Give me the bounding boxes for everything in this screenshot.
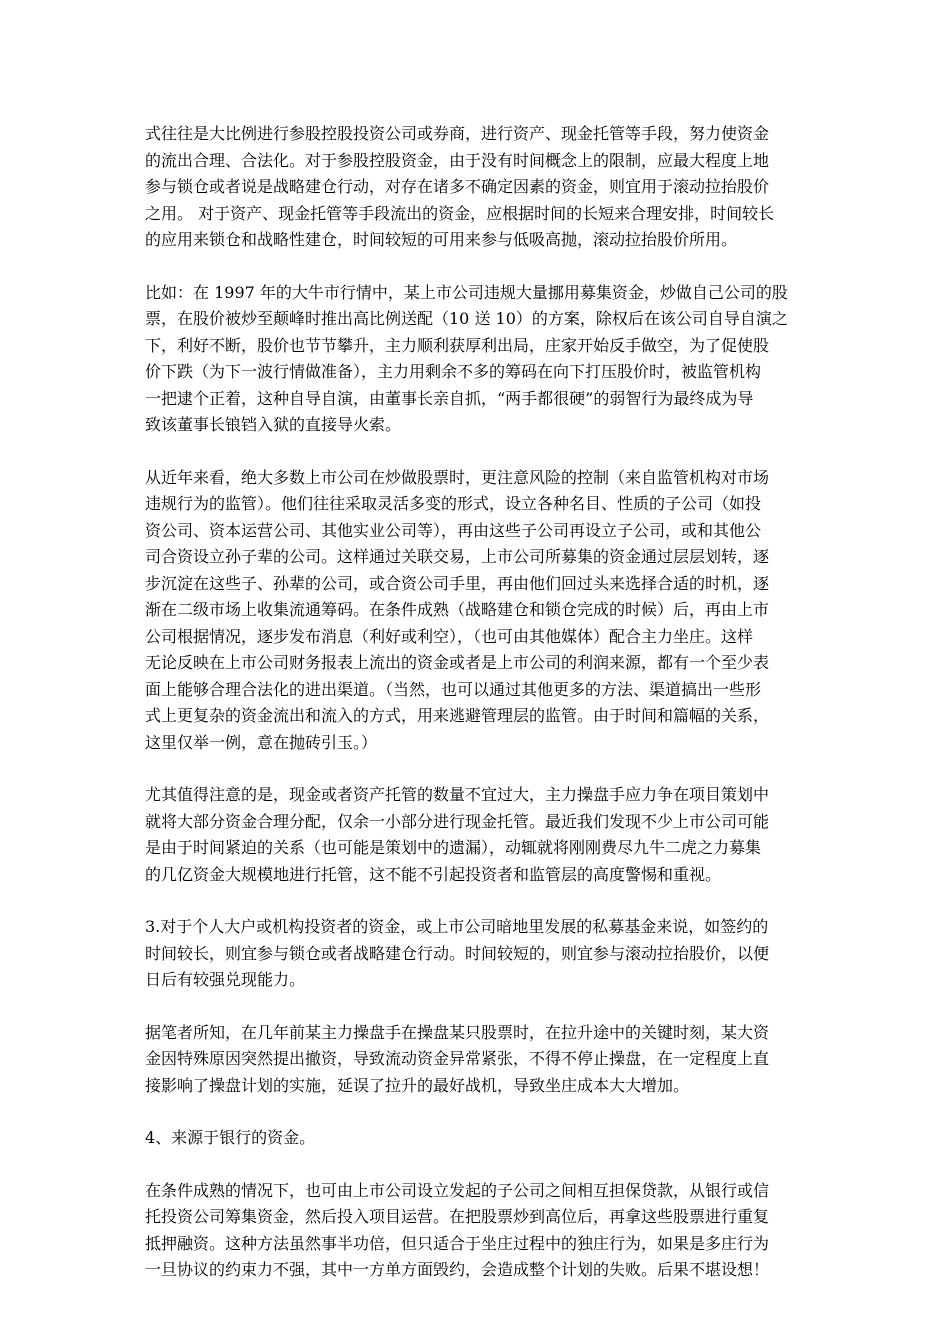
section-heading-bank-funds: 4、来源于银行的资金。	[145, 1128, 316, 1147]
paragraph-bank-loans: 在条件成熟的情况下，也可由上市公司设立发起的子公司之间相互担保贷款，从银行或信 托投资公司筹集资金，然后投入项目运营。在把股票炒到高位后，再拿这些股票进行重复 抵押融资。这种方法虽然事半功倍，但只适合于坐庄过程中的独庄行为，如果是多庄行为 一旦协议的约束力不强，其中一方单方面毁约，会造成整个计划的失败。后果不堪设想！	[145, 1180, 770, 1279]
paragraph-subsidiary-strategy: 从近年来看，绝大多数上市公司在炒做股票时，更注意风险的控制（来自监管机构对市场 违规行为的监管）。他们往往采取灵活多变的形式，设立各种名目、性质的子公司（如投 资公司、资本运营公司、其他实业公司等），再由这些子公司再设立子公司，或和其他公 司合资设立孙子辈的公司。这样通过关联交易，上市公司所募集的资金通过层层划转，逐 步沉淀在这些子、孙辈的公司，或合资公司手里，再由他们回过头来选择合适的时机，逐 渐在二级市场上收集流通筹码。在条件成熟（战略建仓和锁仓完成的时候）后，再由上市 公司根据情况，逐步发布消息（利好或利空），（也可由其他媒体）配合主力坐庄。这样 无论反映在上市公司财务报表上流出的资金或者是上市公司的利润来源，都有一个至少表 面上能够合理合法化的进出渠道。（当然，也可以通过其他更多的方法、渠道搞出一些形 式上更复杂的资金流出和流入的方式，用来逃避管理层的监管。由于时间和篇幅的关系， 这里仅举一例，意在抛砖引玉。）	[145, 467, 770, 752]
document-body	[145, 121, 809, 1310]
paragraph-point-3: 3.对于个人大户或机构投资者的资金，或上市公司暗地里发展的私募基金来说，如签约的 时间较长，则宜参与锁仓或者战略建仓行动。时间较短的，则宜参与滚动拉抬股价，以便 日后有较强兑现能力。	[145, 917, 770, 989]
paragraph-1997-example: 比如：在 1997 年的大牛市行情中，某上市公司违规大量挪用募集资金，炒做自己公司的股 票，在股价被炒至颠峰时推出高比例送配（10 送 10）的方案，除权后在该公司自导自演之 下，利好不断，股价也节节攀升，主力顺利获厚利出局，庄家开始反手做空，为了促使股 价下跌（为下一波行情做准备），主力用剩余不多的筹码在向下打压股价时，被监管机构 一把逮个正着，这种自导自演，由董事长亲自抓，“两手都很硬”的弱智行为最终成为导 致该董事长锒铛入狱的直接导火索。	[145, 282, 788, 434]
paragraph-withdrawal-example: 据笔者所知，在几年前某主力操盘手在操盘某只股票时，在拉升途中的关键时刻，某大资 金因特殊原因突然提出撤资，导致流动资金异常紧张，不得不停止操盘，在一定程度上直 接影响了操盘计划的实施，延误了拉升的最好战机，导致坐庄成本大大增加。	[145, 1022, 770, 1095]
paragraph-asset-custody: 式往往是大比例进行参股控股投资公司或券商，进行资产、现金托管等手段，努力使资金 的流出合理、合法化。对于参股控股资金，由于没有时间概念上的限制，应最大程度上地 参与锁仓或者说是战略建仓行动，对存在诸多不确定因素的资金，则宜用于滚动拉抬股价 之用。 对于资产、现金托管等手段流出的资金，应根据时间的长短来合理安排，时间较长 的应用来锁仓和战略性建仓，时间较短的可用来参与低吸高抛，滚动拉抬股价所用。	[145, 124, 775, 249]
paragraph-custody-warning: 尤其值得注意的是，现金或者资产托管的数量不宜过大，主力操盘手应力争在项目策划中 就将大部分资金合理分配，仅余一小部分进行现金托管。最近我们发现不少上市公司可能 是由于时间紧迫的关系（也可能是策划中的遗漏），动辄就将刚刚费尽九牛二虎之力募集 的几亿资金大规模地进行托管，这不能不引起投资者和监管层的高度警惕和重视。	[145, 785, 770, 884]
